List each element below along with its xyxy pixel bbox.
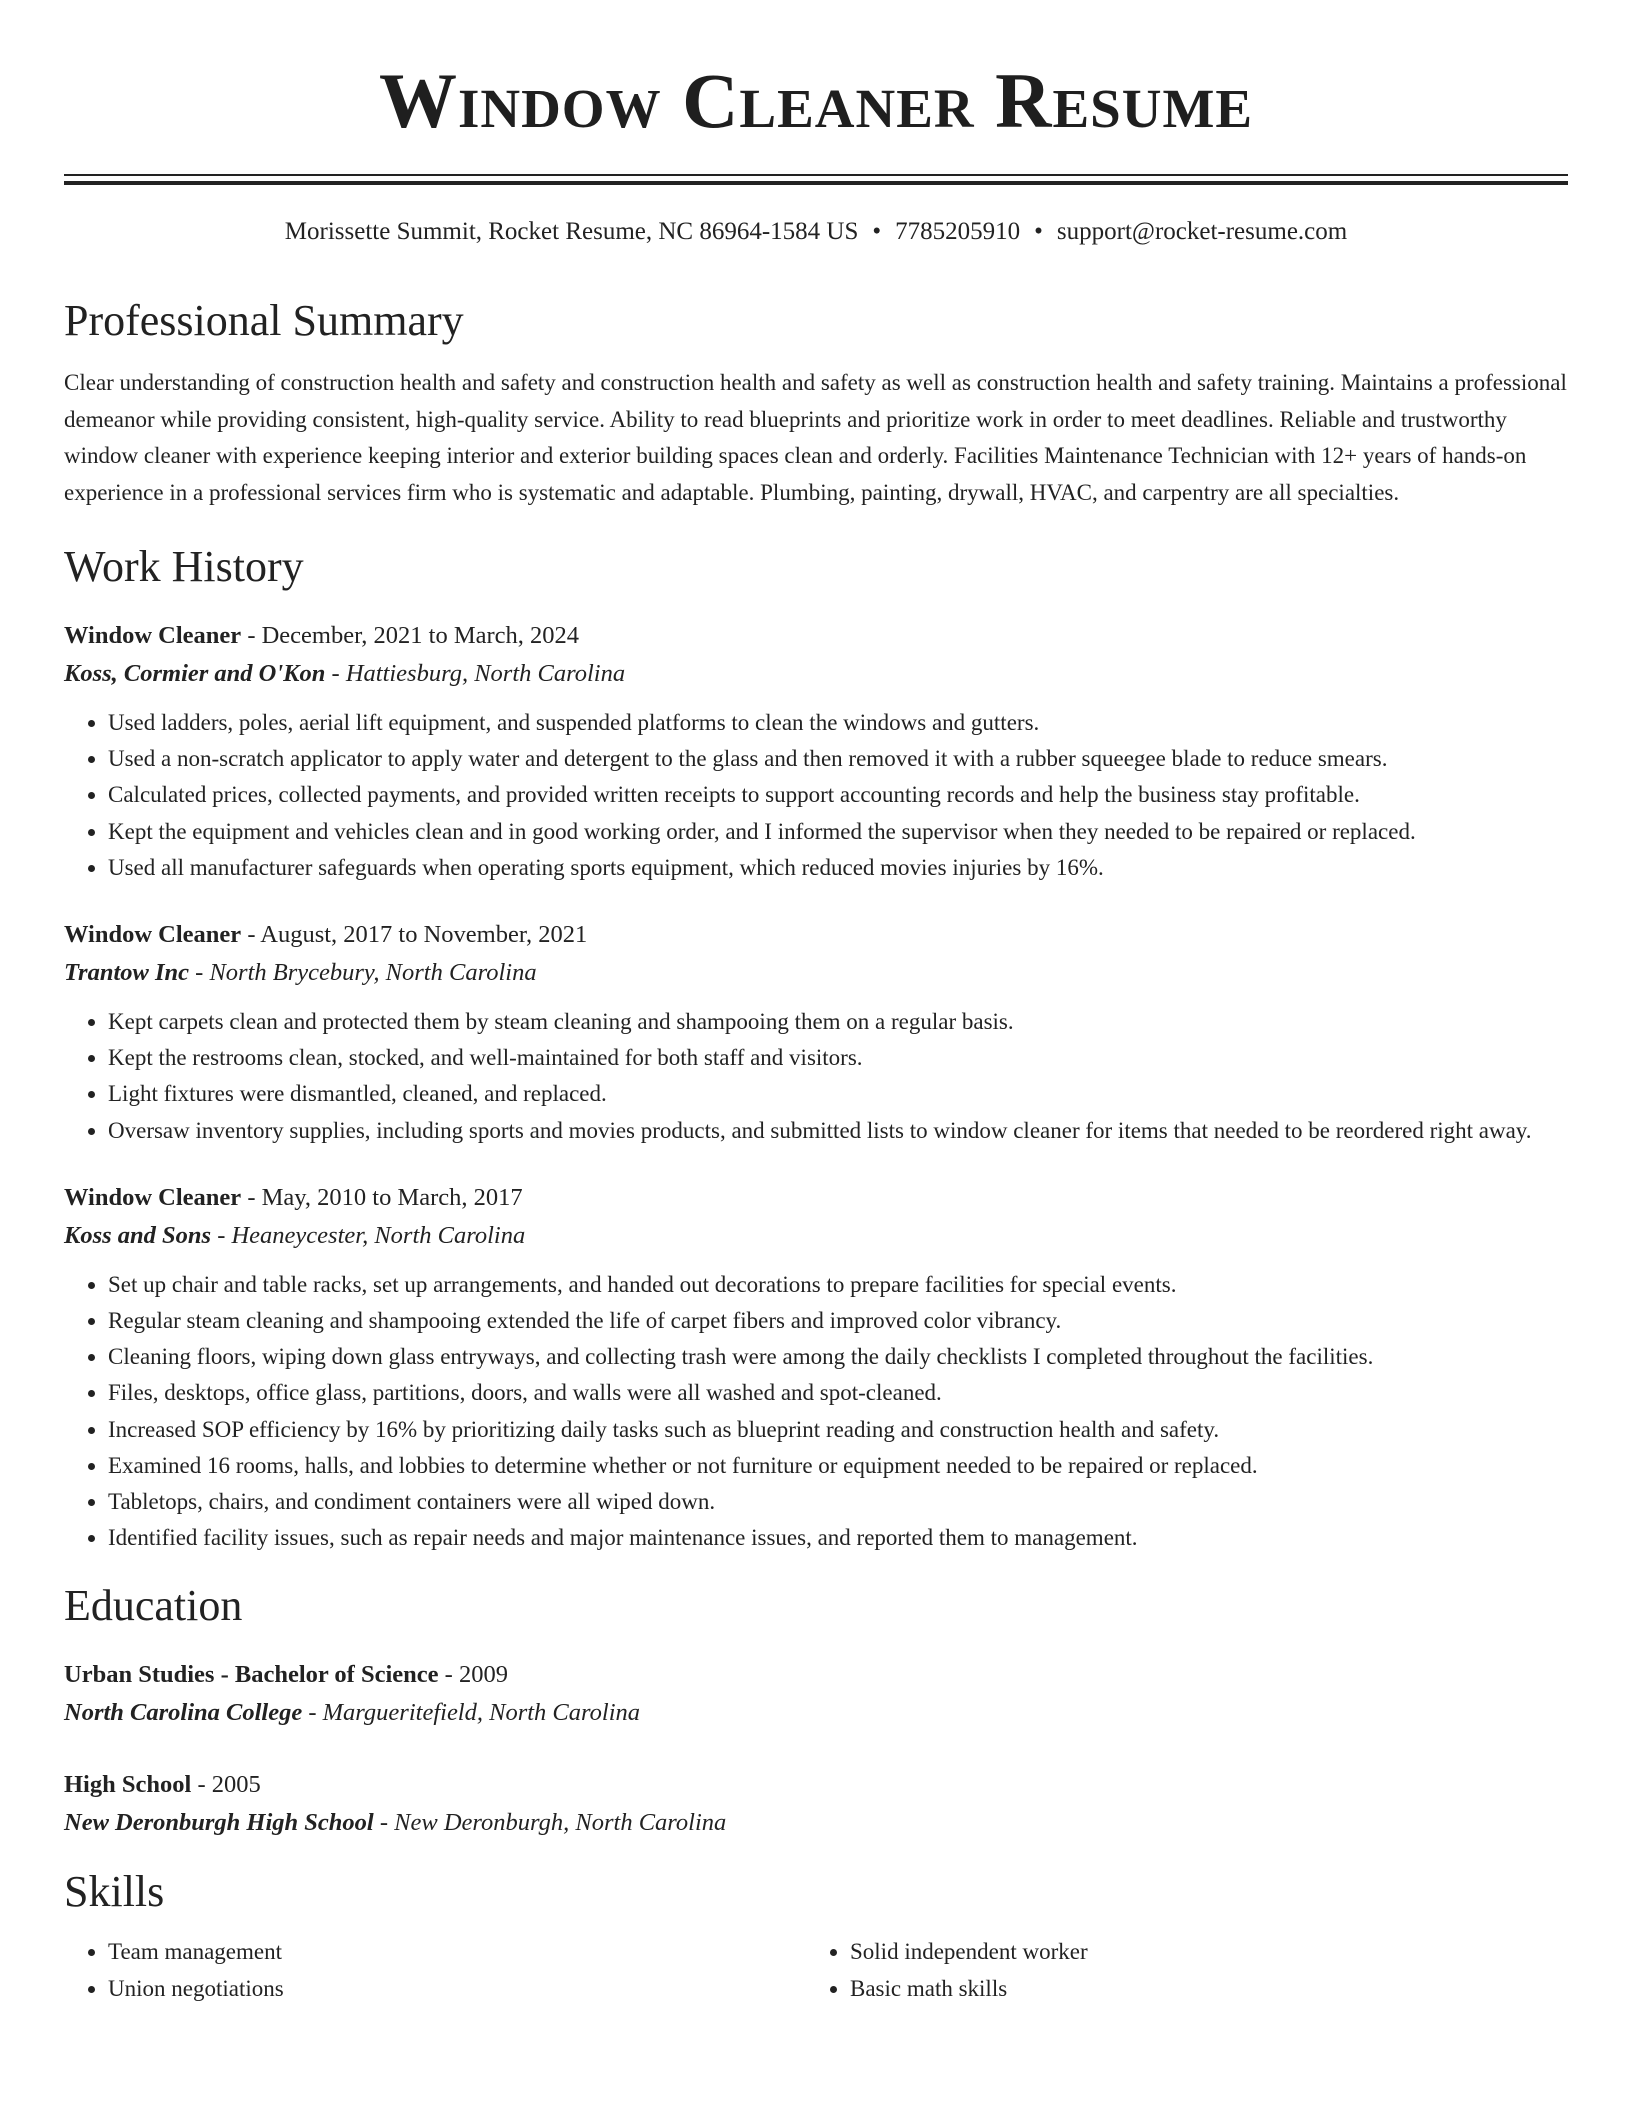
skill-item: • Solid independent worker xyxy=(850,1934,1548,1970)
job-company-line xyxy=(64,655,1568,693)
job-company: Koss and Sons xyxy=(64,1221,212,1249)
education-school-line xyxy=(64,1694,1568,1732)
job-company: Koss, Cormier and O'Kon xyxy=(64,660,326,687)
work-history-heading: Work History xyxy=(64,542,304,591)
education-degree: Urban Studies - Bachelor of Science xyxy=(64,1661,439,1689)
education-entry xyxy=(64,1766,1568,1842)
job-location: - Heaneycester, North Carolina xyxy=(211,1221,526,1249)
job-bullet: • Files, desktops, office glass, partitions, doors, and walls were all washed and spot-cleaned. xyxy=(108,1375,1568,1411)
education-location: - Margueritefield, North Carolina xyxy=(302,1699,641,1727)
job-bullet: • Light fixtures were dismantled, cleaned, and replaced. xyxy=(108,1076,1568,1112)
job-bullet: • Kept the equipment and vehicles clean and in good working order, and I informed the supervisor when they needed to be repaired or replaced. xyxy=(108,814,1568,850)
contact-line xyxy=(64,215,1568,249)
skills-heading: Skills xyxy=(64,1867,165,1917)
job-dates: - December, 2021 to March, 2024 xyxy=(241,622,580,649)
job-location: - Hattiesburg, North Carolina xyxy=(325,660,626,687)
skill-item: • Basic math skills xyxy=(850,1971,1548,2007)
education-entry xyxy=(64,1656,1568,1732)
education-school: New Deronburgh High School xyxy=(64,1809,374,1837)
title-double-rule xyxy=(64,174,1568,185)
job-entry xyxy=(64,916,1568,1149)
job-bullet: • Regular steam cleaning and shampooing extended the life of carpet fibers and improved color vibrancy. xyxy=(108,1303,1568,1339)
job-bullet: • Used a non-scratch applicator to apply water and detergent to the glass and then removed it with a rubber squeegee blade to reduce smears. xyxy=(108,741,1568,777)
education-year: - 2009 xyxy=(438,1661,508,1689)
education-degree-line xyxy=(64,1656,1568,1694)
education-degree: High School xyxy=(64,1771,192,1799)
job-bullet: • Kept carpets clean and protected them by steam cleaning and shampooing them on a regular basis. xyxy=(108,1004,1568,1040)
skills-section xyxy=(64,1864,1568,2006)
job-title: Window Cleaner xyxy=(64,622,242,649)
contact-address: Morissette Summit, Rocket Resume, NC 86964-1584 US xyxy=(284,218,859,245)
summary-section xyxy=(64,293,1568,511)
job-title: Window Cleaner xyxy=(64,1183,242,1211)
job-bullet: • Calculated prices, collected payments, and provided written receipts to support accounting records and help the business stay profitable. xyxy=(108,777,1568,813)
work-history-section xyxy=(64,539,1568,1556)
job-bullet: • Used ladders, poles, aerial lift equipment, and suspended platforms to clean the windows and gutters. xyxy=(108,705,1568,741)
job-bullet: • Increased SOP efficiency by 16% by prioritizing daily tasks such as blueprint reading and construction health and safety. xyxy=(108,1412,1568,1448)
contact-separator: • xyxy=(1034,218,1043,245)
job-bullet: • Used all manufacturer safeguards when operating sports equipment, which reduced movies injuries by 16%. xyxy=(108,850,1568,886)
education-year: - 2005 xyxy=(191,1771,261,1799)
job-bullet: • Cleaning floors, wiping down glass entryways, and collecting trash were among the daily checklists I completed throughout the facilities. xyxy=(108,1339,1568,1375)
job-bullets xyxy=(64,1004,1568,1149)
skills-list xyxy=(806,1934,1548,2006)
skills-column-right xyxy=(806,1934,1548,2006)
skills-columns xyxy=(64,1934,1568,2006)
skills-list xyxy=(64,1934,806,2006)
contact-separator: • xyxy=(872,218,882,245)
job-location: - North Brycebury, North Carolina xyxy=(189,959,537,987)
job-company: Trantow Inc xyxy=(64,959,190,987)
skill-item: • Union negotiations xyxy=(108,1971,806,2007)
job-bullet: • Examined 16 rooms, halls, and lobbies to determine whether or not furniture or equipment needed to be repaired or replaced. xyxy=(108,1448,1568,1484)
job-dates: - May, 2010 to March, 2017 xyxy=(241,1183,523,1211)
job-dates: - August, 2017 to November, 2021 xyxy=(241,921,588,949)
education-school-line xyxy=(64,1804,1568,1842)
education-degree-line xyxy=(64,1766,1568,1804)
job-entry xyxy=(64,617,1568,886)
skill-item: • Team management xyxy=(108,1934,806,1970)
job-bullet: • Tabletops, chairs, and condiment containers were all wiped down. xyxy=(108,1484,1568,1520)
job-bullet: • Set up chair and table racks, set up arrangements, and handed out decorations to prepare facilities for special events. xyxy=(108,1267,1568,1303)
job-bullets xyxy=(64,705,1568,886)
education-section xyxy=(64,1578,1568,1842)
contact-email: support@rocket-resume.com xyxy=(1056,218,1348,245)
job-company-line xyxy=(64,1217,1568,1255)
job-title-line xyxy=(64,1179,1568,1217)
job-entry xyxy=(64,1179,1568,1557)
contact-phone: 7785205910 xyxy=(895,218,1021,245)
education-school: North Carolina College xyxy=(64,1699,303,1727)
job-title: Window Cleaner xyxy=(64,921,242,949)
education-location: - New Deronburgh, North Carolina xyxy=(373,1809,727,1837)
skills-column-left xyxy=(64,1934,806,2006)
job-company-line xyxy=(64,954,1568,992)
job-title-line xyxy=(64,916,1568,954)
summary-text: Clear understanding of construction health and safety and construction health and safety as well as construction health and safety training. Maintains a professional demeanor while providing consistent, high-quality service. Ability to read blueprints and prioritize work in order to meet deadlines. Reliable and trustworthy window cleaner with experience keeping interior and exterior building spaces clean and orderly. Facilities Maintenance Technician with 12+ years of hands-on experience in a professional services firm who is systematic and adaptable. Plumbing, painting, drywall, HVAC, and carpentry are all specialties. xyxy=(64,370,1567,505)
job-bullets xyxy=(64,1267,1568,1557)
summary-heading: Professional Summary xyxy=(64,296,464,345)
resume-title: Window Cleaner Resume xyxy=(378,57,1254,144)
job-bullet: • Kept the restrooms clean, stocked, and well-maintained for both staff and visitors. xyxy=(108,1040,1568,1076)
job-bullet: • Identified facility issues, such as repair needs and major maintenance issues, and reported them to management. xyxy=(108,1520,1568,1556)
job-bullet: • Oversaw inventory supplies, including sports and movies products, and submitted lists to window cleaner for items that needed to be reordered right away. xyxy=(108,1113,1568,1149)
education-heading: Education xyxy=(64,1581,243,1631)
job-title-line xyxy=(64,617,1568,655)
